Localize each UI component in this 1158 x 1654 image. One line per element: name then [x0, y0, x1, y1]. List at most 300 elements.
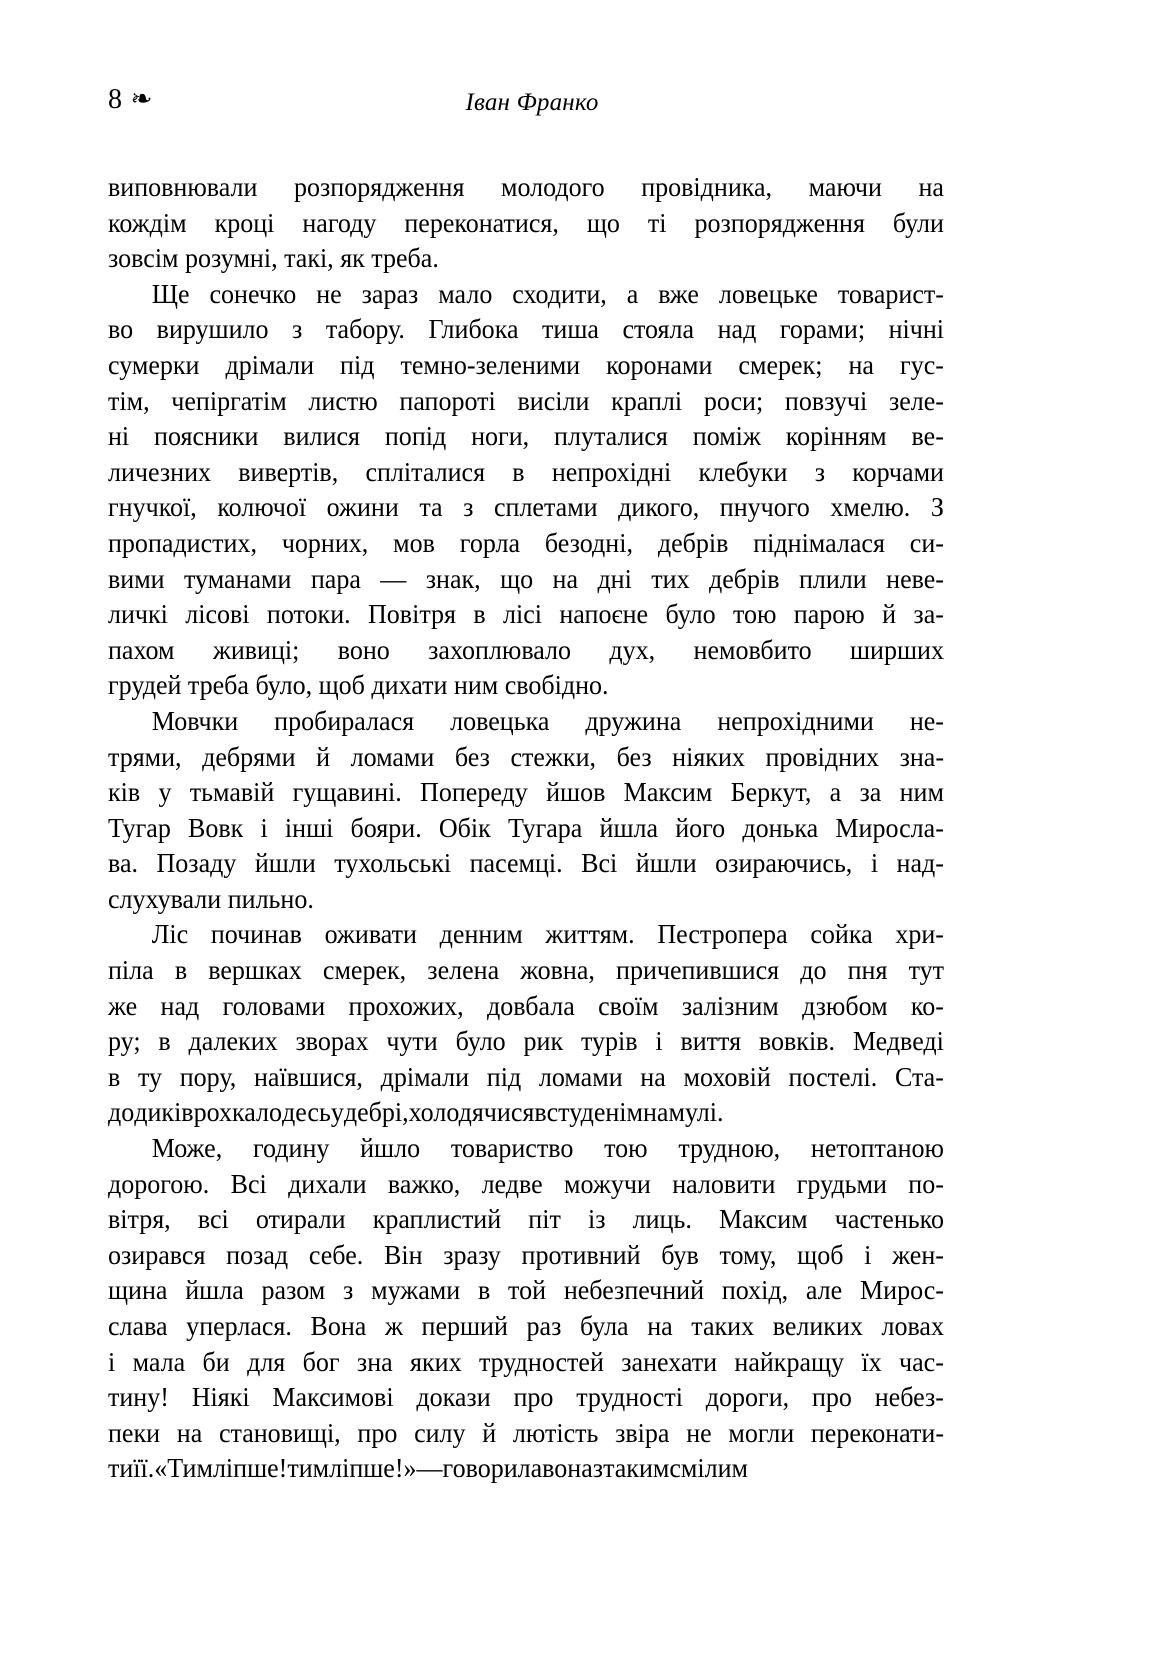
word: йшла	[185, 1275, 244, 1306]
word: за-	[913, 599, 944, 630]
word: ноги,	[471, 421, 530, 452]
word: ломами	[538, 1061, 623, 1092]
word: вітря,	[108, 1204, 171, 1235]
word: неве-	[886, 563, 944, 594]
word: той	[508, 1275, 547, 1306]
word: лісі	[503, 599, 543, 630]
word: —	[416, 1453, 443, 1484]
word: жовна,	[520, 955, 595, 986]
word: про	[513, 1382, 554, 1413]
word: личкі	[108, 599, 168, 630]
word: мов	[393, 527, 435, 558]
running-head	[108, 86, 986, 128]
word: силу	[414, 1417, 466, 1448]
word: парою	[793, 599, 865, 630]
word: було	[455, 1026, 506, 1057]
word: дикого,	[618, 492, 700, 523]
word: з	[592, 1453, 604, 1484]
word: Мирос-	[860, 1275, 944, 1306]
word: озирався	[108, 1239, 206, 1270]
word: була	[579, 1311, 629, 1341]
word: у	[330, 1097, 344, 1128]
word: Максим	[718, 1204, 808, 1235]
word: інші	[284, 812, 334, 843]
word: ру;	[108, 1026, 141, 1057]
word: дихали	[288, 1168, 367, 1199]
text-line	[108, 1273, 944, 1309]
word: зна	[356, 1346, 393, 1377]
word: диків	[134, 1097, 194, 1128]
word: годину	[252, 1133, 330, 1164]
word: захоплювало	[428, 634, 572, 665]
word: трями,	[108, 741, 182, 772]
word: дрімали	[380, 1061, 470, 1092]
word: тою	[604, 1133, 648, 1164]
word: Обік	[438, 812, 491, 843]
word: дні	[597, 563, 632, 594]
word: во	[108, 314, 134, 345]
text-line	[108, 277, 944, 313]
word: вими	[108, 563, 165, 594]
word: дебрів	[657, 527, 729, 558]
text-line	[108, 775, 944, 811]
word: гус-	[900, 349, 944, 380]
word: в	[174, 955, 188, 986]
word: лісові	[185, 599, 250, 630]
word: донька	[742, 812, 819, 843]
word: вилися	[283, 421, 360, 452]
word: тиша	[542, 314, 599, 345]
word: Всі	[581, 848, 618, 879]
word: тім,	[108, 385, 150, 416]
word: вершках	[208, 955, 302, 986]
word: молодого	[500, 172, 605, 202]
word: над	[717, 314, 757, 345]
word: життям.	[545, 919, 635, 950]
paragraph	[108, 277, 988, 704]
word: озираючись,	[715, 848, 853, 879]
word: горла	[459, 527, 521, 558]
word: в	[534, 1097, 547, 1128]
word: смерек;	[738, 349, 823, 380]
word: ні	[108, 421, 130, 452]
word: на	[552, 563, 579, 594]
word: ніяких	[672, 741, 745, 772]
word: починав	[210, 919, 302, 950]
word: колючої	[217, 492, 307, 523]
word: ледве	[481, 1168, 543, 1199]
word: і	[864, 1239, 872, 1270]
word: його	[675, 812, 726, 843]
word: було	[665, 599, 716, 630]
word: пеки	[108, 1417, 161, 1448]
word: воно	[337, 634, 390, 665]
word: провідника,	[641, 172, 773, 202]
word: на	[176, 1417, 203, 1448]
word: тину!	[108, 1382, 169, 1413]
word: й	[882, 599, 897, 630]
word: Глибока	[428, 314, 519, 345]
word: трудною,	[678, 1133, 781, 1164]
text-line	[108, 1309, 944, 1345]
word: не	[316, 278, 342, 309]
text-line	[108, 668, 944, 704]
word: а	[626, 278, 639, 309]
word: виття	[680, 1026, 742, 1057]
word: Повітря	[368, 599, 456, 630]
word: слава	[108, 1311, 168, 1341]
word: краплистий	[372, 1204, 502, 1235]
word: Вона	[310, 1311, 367, 1341]
text-line	[108, 526, 944, 562]
word: постелі.	[788, 1061, 878, 1092]
word: важко,	[387, 1168, 461, 1199]
word: моховій	[683, 1061, 771, 1092]
word: ловецька	[450, 705, 550, 736]
word: до	[800, 955, 827, 986]
word: ожини	[326, 492, 399, 523]
word: у	[158, 777, 172, 808]
word: переконати-	[810, 1417, 944, 1448]
word: кроці	[214, 207, 275, 238]
word: й	[482, 1417, 497, 1448]
word: гущавині.	[292, 777, 402, 808]
word: сумерки	[108, 349, 200, 380]
word: трудностей	[478, 1346, 604, 1377]
word: ним	[899, 777, 944, 808]
word: в	[477, 1275, 491, 1306]
word: дзюбом	[802, 990, 888, 1021]
word: чорних,	[281, 527, 369, 558]
word: зараз	[361, 278, 419, 309]
word: йшло	[360, 1133, 421, 1164]
word: корінням	[785, 421, 887, 452]
word: смілим	[669, 1453, 748, 1484]
text-line	[108, 384, 944, 420]
text-line	[108, 562, 944, 598]
word: пара	[310, 563, 361, 594]
word: дебрів	[708, 563, 780, 594]
paragraph	[108, 1131, 988, 1487]
text-line	[108, 490, 944, 526]
word: про	[357, 1417, 398, 1448]
floral-heart-ornament-icon: ❧	[130, 86, 153, 113]
text-line	[108, 1238, 944, 1274]
word: щина	[108, 1275, 168, 1306]
word: немовбито	[693, 634, 812, 665]
word: рик	[523, 1026, 564, 1057]
word: ширших	[850, 634, 944, 665]
word: же	[108, 990, 138, 1021]
text-line	[108, 846, 944, 882]
word: пору,	[179, 1061, 237, 1092]
word: на	[647, 1311, 673, 1341]
word: ко-	[910, 990, 944, 1021]
word: Максим	[623, 777, 713, 808]
text-line	[108, 455, 944, 491]
word: пахом	[108, 634, 175, 665]
word: ломами	[350, 741, 435, 772]
word: над	[160, 990, 200, 1021]
word: Ста-	[894, 1061, 944, 1092]
word: би	[202, 1346, 230, 1377]
word: пасемці.	[469, 848, 563, 879]
word: всі	[197, 1204, 229, 1235]
paragraph	[108, 704, 988, 918]
word: таких	[691, 1311, 755, 1341]
word: коронами	[606, 349, 713, 380]
word: без	[616, 741, 652, 772]
word: нетоптаною	[810, 1133, 944, 1164]
word: ту	[137, 1061, 163, 1092]
word: час-	[899, 1346, 944, 1377]
word: товарист-	[837, 278, 944, 309]
word: потоки.	[266, 599, 351, 630]
word: піт	[528, 1204, 561, 1235]
word: небез-	[874, 1382, 944, 1413]
word: не-	[909, 705, 944, 736]
word: лиць.	[632, 1204, 692, 1235]
text-line	[108, 633, 944, 669]
word: —	[380, 563, 407, 594]
word: вирушило	[156, 314, 269, 345]
word: чепіргатім	[171, 385, 287, 416]
word: не	[686, 1417, 712, 1448]
word: пробиралася	[274, 705, 415, 736]
word: личезних	[108, 456, 212, 487]
word: за	[859, 777, 882, 808]
word: Всі	[230, 1168, 267, 1199]
word: розпорядження	[694, 207, 865, 238]
word: корчами	[852, 456, 944, 487]
word: грудьми	[796, 1168, 887, 1199]
word: тут	[908, 955, 944, 986]
text-line	[108, 1345, 944, 1381]
word: Максимові	[272, 1382, 394, 1413]
word: дебрі,	[343, 1097, 409, 1128]
word: щоб	[797, 1239, 844, 1270]
word: Позаду	[156, 848, 237, 879]
word: хри-	[895, 919, 944, 950]
word: позад	[226, 1239, 289, 1270]
word: були	[892, 207, 944, 238]
word: таким	[603, 1453, 670, 1484]
word: причепившися	[616, 955, 780, 986]
word: наївшися,	[253, 1061, 363, 1092]
word: ліпше!»	[329, 1453, 417, 1484]
word: частенько	[834, 1204, 944, 1235]
word: себе.	[308, 1239, 364, 1270]
word: дрімали	[225, 349, 315, 380]
word: дорогою.	[108, 1168, 210, 1199]
word: си-	[909, 527, 944, 558]
word: вовків.	[758, 1026, 835, 1057]
word: вона	[542, 1453, 593, 1484]
text-line	[108, 882, 944, 918]
word: небезпечний	[563, 1275, 705, 1306]
word: студенім	[546, 1097, 643, 1128]
word: з	[814, 456, 825, 487]
word: пропадистих,	[108, 527, 257, 558]
word: з	[343, 1275, 354, 1306]
word: дебрями	[202, 741, 296, 772]
word: мужами	[371, 1275, 461, 1306]
word: вивертів,	[238, 456, 339, 487]
word: десь	[281, 1097, 331, 1128]
word: Попереду	[420, 777, 528, 808]
word: ве-	[911, 421, 944, 452]
word: похід,	[721, 1275, 789, 1306]
word: про	[811, 1382, 852, 1413]
word: виповнювали	[108, 172, 258, 202]
word: непрохідними	[717, 705, 874, 736]
word: попід	[384, 421, 447, 452]
word: і	[655, 1026, 663, 1057]
word: стежки,	[510, 741, 597, 772]
text-line	[108, 1095, 944, 1131]
word: піднімалася	[753, 527, 885, 558]
word: намулі.	[642, 1097, 724, 1128]
word: ті	[647, 207, 667, 238]
word: живиці;	[212, 634, 300, 665]
word: та	[419, 492, 443, 523]
text-line	[108, 989, 944, 1025]
word: мало	[438, 278, 493, 309]
word: зна-	[899, 741, 944, 772]
text-line	[108, 1451, 944, 1487]
word: тьмавій	[189, 777, 275, 808]
word: вже	[658, 278, 699, 309]
running-title-author: Іван Франко	[465, 89, 599, 116]
body-text-block	[108, 170, 988, 1487]
word: ліпше!	[212, 1453, 288, 1484]
word: грудей треба було, щоб дихати ним свобідно.	[108, 670, 609, 701]
text-line	[108, 597, 944, 633]
word: денним	[439, 919, 523, 950]
word: йшли	[254, 848, 316, 879]
word: довбала	[487, 990, 575, 1021]
word: тою	[732, 599, 777, 630]
word: уперлася.	[186, 1311, 292, 1341]
word: ків	[108, 777, 141, 808]
word: в	[108, 1061, 121, 1092]
word: зовсім розумні, такі, як треба.	[108, 243, 439, 274]
word: переконатися,	[404, 207, 559, 238]
word: листю	[308, 385, 378, 416]
text-line	[108, 953, 944, 989]
text-line	[108, 1024, 944, 1060]
text-line	[108, 170, 944, 206]
word: на	[848, 349, 874, 380]
word: повзучі	[784, 385, 868, 416]
word: був	[661, 1239, 699, 1270]
word: Пестропера	[657, 919, 788, 950]
word: і	[108, 1346, 116, 1377]
word: зеле-	[888, 385, 944, 416]
word: для	[247, 1346, 286, 1377]
word: пня	[847, 955, 888, 986]
word: сойка	[810, 919, 873, 950]
word: кождім	[108, 207, 187, 238]
word: Тугар	[108, 812, 171, 843]
text-line	[108, 704, 944, 740]
text-line	[108, 419, 944, 455]
word: товариство	[450, 1133, 574, 1164]
paragraph	[108, 917, 988, 1131]
text-line	[108, 241, 944, 277]
word: пнучого	[719, 492, 810, 523]
word: піла	[108, 955, 154, 986]
word: тому,	[719, 1239, 777, 1270]
word: тим	[287, 1453, 330, 1484]
word: під	[340, 349, 375, 380]
word: сходити,	[512, 278, 607, 309]
word: Ліс	[151, 919, 189, 950]
word: з	[463, 492, 474, 523]
word: туманами	[184, 563, 292, 594]
word: висіли	[517, 385, 590, 416]
word: гнучкої,	[108, 492, 197, 523]
word: розпорядження	[293, 172, 465, 202]
word: напоєне	[559, 599, 649, 630]
text-line	[108, 1167, 944, 1203]
paragraph	[108, 170, 988, 277]
word: пояcники	[154, 421, 259, 452]
word: під	[486, 1061, 522, 1092]
word: чути	[386, 1026, 438, 1057]
word: ж	[384, 1311, 403, 1341]
word: противний	[521, 1239, 641, 1270]
word: жен-	[892, 1239, 944, 1270]
word: ти	[108, 1453, 134, 1484]
word: на	[640, 1061, 666, 1092]
word: хмелю.	[830, 492, 911, 523]
word: дух,	[609, 634, 656, 665]
word: залізним	[681, 990, 779, 1021]
word: тих	[651, 563, 690, 594]
text-line	[108, 206, 944, 242]
word: що	[586, 207, 620, 238]
word: спліталися	[365, 456, 486, 487]
word: але	[805, 1275, 843, 1306]
word: Медведі	[852, 1026, 944, 1057]
word: рохкало	[193, 1097, 282, 1128]
word: звіра	[615, 1417, 670, 1448]
word: отирали	[255, 1204, 346, 1235]
text-line	[108, 1416, 944, 1452]
text-line	[108, 1202, 944, 1238]
word: табору.	[325, 314, 405, 345]
word: можучи	[564, 1168, 651, 1199]
word: і	[870, 848, 879, 879]
word: і	[260, 812, 268, 843]
text-line	[108, 811, 944, 847]
word: турів	[580, 1026, 638, 1057]
word: в	[473, 599, 486, 630]
word: із	[587, 1204, 606, 1235]
word: маючи	[808, 172, 882, 202]
word: Він	[383, 1239, 423, 1270]
word: ловецьке	[718, 278, 818, 309]
word: сплетами	[493, 492, 598, 523]
text-line	[108, 917, 944, 953]
text-line	[108, 740, 944, 776]
word: Тугара	[507, 812, 583, 843]
word: їх	[861, 1346, 882, 1377]
word: плуталися	[554, 421, 668, 452]
word: Миросла-	[835, 812, 944, 843]
word: далеких	[188, 1026, 278, 1057]
